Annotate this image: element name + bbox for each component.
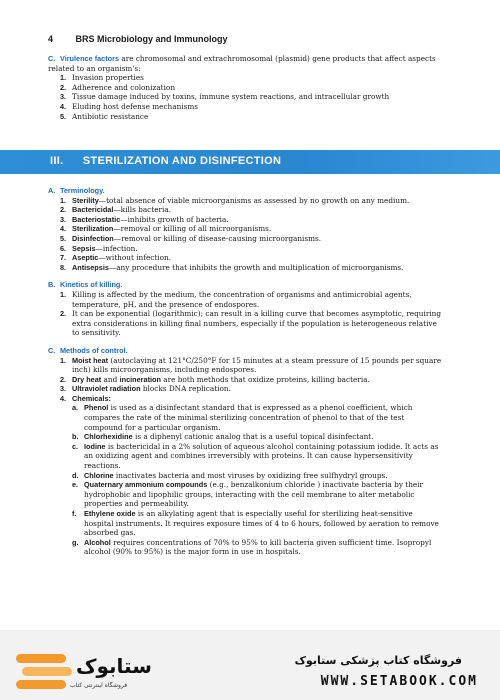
store-name: فروشگاه کتاب پزشکی ستابوک: [294, 654, 462, 667]
list-item: [72, 471, 444, 481]
item-term: Quaternary ammonium compounds: [84, 480, 208, 490]
list-item: 2. Dry heat and incineration are both methods that oxidize proteins, killing bacteria.: [60, 374, 370, 384]
item-number: 2.: [60, 205, 67, 215]
item-term: Bactericidal: [72, 205, 114, 215]
list-item: [60, 290, 444, 309]
item-number: 4.: [60, 224, 67, 234]
item-term: Sterilization: [72, 224, 114, 234]
item-term: Phenol: [84, 403, 109, 413]
setabook-logo: [12, 646, 162, 694]
item-number: d.: [72, 470, 79, 480]
list-item: [72, 442, 444, 471]
item-text: —inhibits growth of bacteria.: [120, 214, 229, 224]
list-item: [72, 538, 444, 557]
item-text: inactivates bacteria and most viruses by oxidizing free sulfhydryl groups.: [115, 470, 388, 480]
item-number: 5.: [60, 233, 67, 243]
item-term: Sterility: [72, 195, 99, 205]
virulence-heading: [48, 54, 444, 73]
section-title: Methods of control.: [59, 345, 128, 355]
section-title: Terminology.: [59, 186, 105, 195]
list-item: [60, 309, 444, 338]
item-number: 4.: [60, 101, 67, 111]
list-item: [60, 92, 444, 102]
methods-list: [48, 356, 444, 557]
item-term: Chlorhexidine: [84, 432, 133, 442]
item-number: 8.: [60, 262, 67, 272]
list-item: [60, 234, 444, 244]
item-text: —removal or killing of all microorganisms.: [113, 224, 272, 234]
list-item: [72, 480, 444, 509]
item-text: blocks DNA replication.: [142, 384, 231, 394]
item-text: It can be exponential (logarithmic); can result in a killing curve that becomes asymptotic, requiring extra considerations in killing final numbers, especially if the population is heterogeneous relative to sensitivity.: [72, 309, 442, 338]
list-item: [60, 112, 444, 122]
terminology-list: [48, 196, 444, 273]
item-number: 6.: [60, 243, 67, 253]
item-term: Antisepsis: [72, 262, 109, 272]
item-number: 1.: [60, 289, 67, 299]
item-term: Chlorine: [84, 470, 114, 480]
item-number: 3.: [60, 214, 67, 224]
section-letter: C.: [48, 54, 56, 63]
item-number: g.: [72, 537, 79, 547]
item-text: and: [103, 374, 118, 384]
item-text: is an alkylating agent that is especially useful for sterilizing heat-sensitive hospital instruments. It requires exposure times of 4 to 6 hours, followed by aeration to remove absorbed gas.: [84, 509, 439, 538]
item-number: 2.: [60, 309, 67, 319]
item-text: requires concentrations of 70% to 95% to kill bacteria given sufficient time. Isopropyl alcohol (90% to 95%) is the major form in use in hospitals.: [84, 537, 432, 557]
logo-tagline: فروشگاه اینترنتی کتاب: [70, 682, 128, 689]
item-text: (autoclaving at 121°C/250°F for 15 minutes at a steam pressure of 15 pounds per square inch) kills microorganisms, including endospores.: [72, 355, 442, 375]
list-item: [60, 73, 444, 83]
item-text: Killing is affected by the medium, the concentration of organisms and antimicrobial agents, temperature, pH, and the presence of endospores.: [72, 289, 412, 309]
item-term: Ultraviolet radiation: [72, 384, 141, 394]
item-number: c.: [72, 441, 79, 451]
item-term: Chemicals:: [72, 393, 111, 403]
logo-wordmark: ستابوک: [76, 654, 152, 678]
item-text: —removal or killing of disease-causing microorganisms.: [113, 233, 322, 243]
sterilization-body: [48, 186, 444, 557]
item-number: 5.: [60, 111, 67, 121]
item-number: 1.: [60, 195, 67, 205]
item-text: Eluding host defense mechanisms: [72, 101, 199, 111]
section-banner: [0, 150, 500, 174]
list-item: [60, 224, 444, 234]
kinetics-heading: [48, 280, 444, 290]
item-number: a.: [72, 403, 79, 413]
list-item: [72, 509, 444, 538]
list-item: [60, 215, 444, 225]
item-number: 1.: [60, 73, 67, 83]
list-item: [60, 83, 444, 93]
virulence-list: [48, 73, 444, 121]
item-number: e.: [72, 480, 79, 490]
item-text: —infection.: [95, 243, 138, 253]
item-text: Tissue damage induced by toxins, immune system reactions, and intracellular growth: [72, 92, 390, 102]
page-number: 4: [48, 34, 54, 44]
list-item: [60, 263, 444, 273]
methods-heading: [48, 346, 444, 356]
publisher-footer: [0, 630, 500, 700]
section-title: Kinetics of killing.: [59, 280, 123, 290]
item-text: Invasion properties: [72, 73, 144, 83]
section-title: Virulence factors: [59, 54, 120, 63]
section-letter: C.: [48, 345, 56, 355]
item-number: b.: [72, 432, 79, 442]
item-number: 2.: [60, 82, 67, 92]
item-term: Disinfection: [72, 233, 114, 243]
list-item: [60, 196, 444, 206]
item-text: is used as a disinfectant standard that is expressed as a phenol coefficient, which compares the rate of the minimal sterilizing concentration of phenol to that of the test compound for a particular organism.: [84, 403, 413, 432]
store-url[interactable]: WWW.SETABOOK.COM: [320, 674, 478, 689]
item-term: Bacteriostatic: [72, 214, 121, 224]
item-number: 7.: [60, 253, 67, 263]
virulence-section: [48, 54, 444, 121]
logo-bar-icon: [16, 654, 66, 663]
list-item: 3. Ultraviolet radiation blocks DNA replication.: [60, 384, 231, 394]
item-number: f.: [72, 509, 77, 518]
item-text: —kills bacteria.: [113, 205, 172, 215]
book-title: BRS Microbiology and Immunology: [75, 34, 228, 44]
list-item: [60, 253, 444, 263]
list-item: [72, 432, 444, 442]
list-item: 1. Moist heat (autoclaving at 121°C/250°F for 15 minutes at a steam pressure of 15 pounds per square inch) kills microorganisms, including endospores.: [60, 355, 442, 375]
logo-bar-icon: [16, 680, 66, 689]
item-text: —total absence of viable microorganisms as assessed by no growth on any medium.: [98, 195, 410, 205]
item-text: are both methods that oxidize proteins, killing bacteria.: [163, 374, 370, 384]
list-item: [72, 403, 444, 432]
item-term: Dry heat: [72, 374, 102, 384]
item-term: Sepsis: [72, 243, 96, 253]
list-item: 4. Chemicals:: [60, 393, 111, 403]
list-item: [60, 102, 444, 112]
terminology-heading: [48, 186, 444, 196]
item-text: Antibiotic resistance: [72, 111, 149, 121]
running-header: [48, 34, 228, 44]
banner-title: STERILIZATION AND DISINFECTION: [82, 155, 282, 167]
item-term: Iodine: [84, 441, 106, 451]
item-term: Alcohol: [84, 537, 111, 547]
item-term: Aseptic: [72, 253, 99, 263]
list-item: [60, 244, 444, 254]
item-text: —any procedure that inhibits the growth and multiplication of microorganisms.: [108, 262, 404, 272]
item-text: —without infection.: [98, 253, 172, 263]
item-term: incineration: [119, 374, 161, 384]
section-letter: B.: [48, 280, 56, 290]
banner-roman: III.: [50, 155, 64, 167]
item-text: (e.g., benzalkonium chloride ) inactivate bacteria by their hydrophobic and lipophilic groups, interacting with the cell membrane to alter metabolic properties and permeability.: [84, 480, 424, 509]
chemicals-list: [60, 403, 444, 557]
section-letter: A.: [48, 186, 56, 195]
item-number: 3.: [60, 92, 67, 102]
item-term: Ethylene oxide: [84, 509, 136, 518]
item-term: Moist heat: [72, 355, 109, 365]
item-text: is bactericidal in a 2% solution of aqueous alcohol containing potassium iodide. It acts as an oxidizing agent and combines irreversibly with proteins. It can cause hypersensitivity reactions.: [84, 441, 439, 471]
logo-bar-icon: [22, 667, 72, 676]
item-text: is a diphenyl cationic analog that is a useful topical disinfectant.: [134, 432, 374, 442]
list-item: [60, 205, 444, 215]
section-intro: are chromosomal and extrachromosomal (plasmid) gene products that affect aspects related to an organism's:: [48, 54, 436, 73]
kinetics-list: [48, 290, 444, 338]
item-text: Adherence and colonization: [72, 82, 176, 92]
